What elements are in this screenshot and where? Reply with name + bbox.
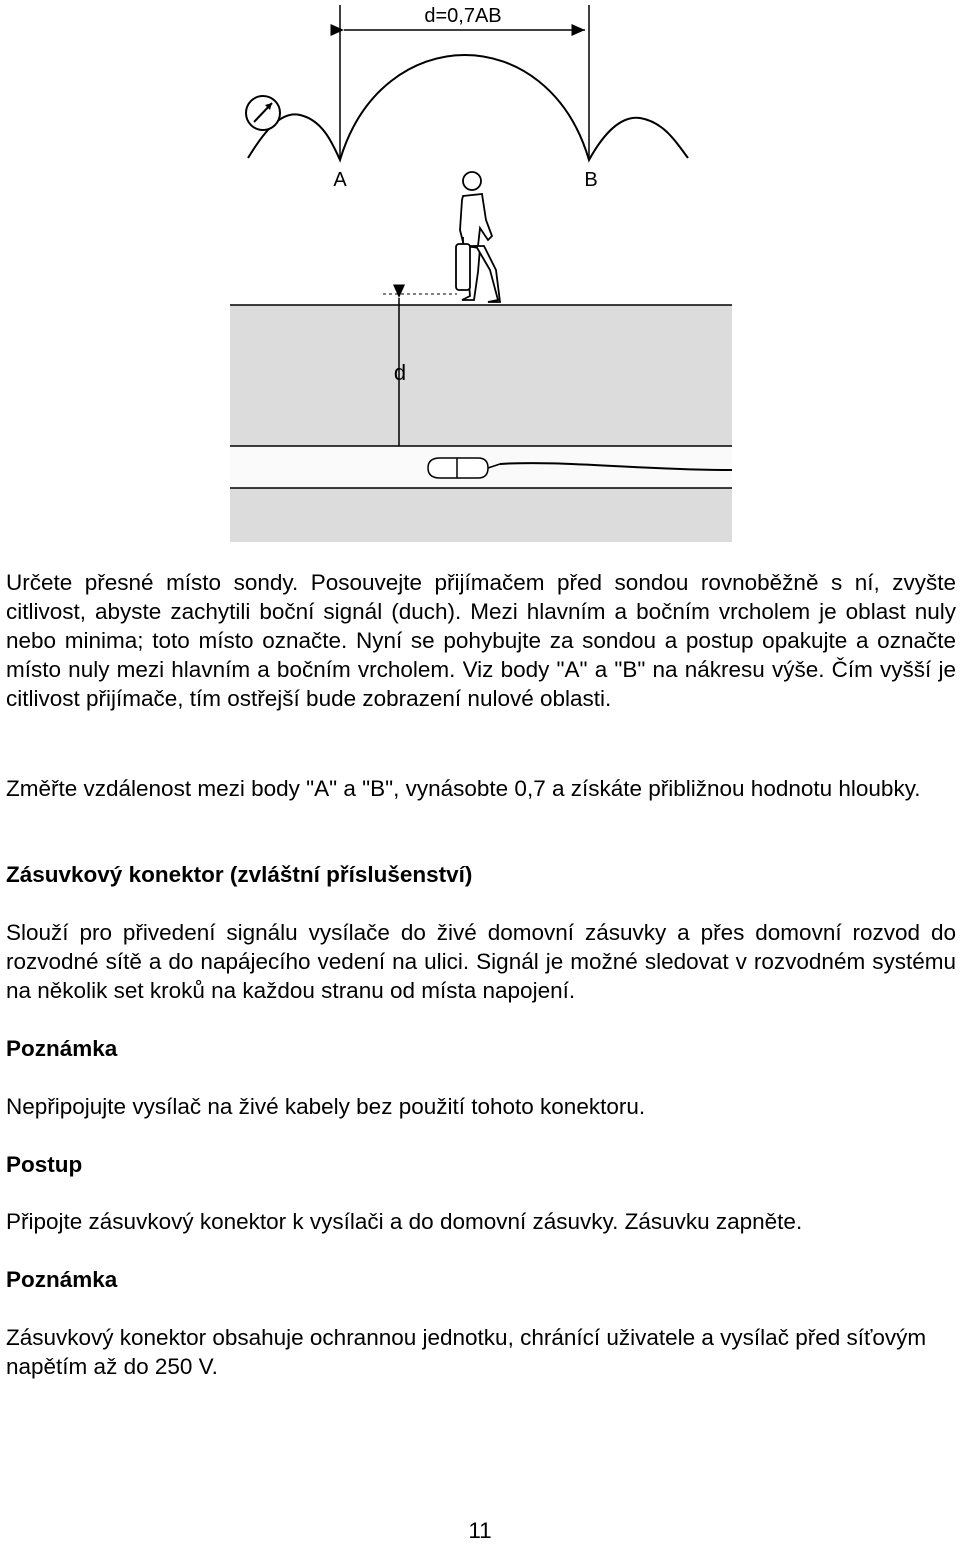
ab-dimension-label: d=0,7AB: [424, 5, 502, 27]
heading-procedure: Postup: [6, 1152, 83, 1177]
page-number: 11: [468, 1518, 492, 1543]
point-a-label: A: [333, 169, 347, 191]
point-b-label: B: [584, 169, 598, 191]
paragraph-socket-connector-purpose: Slouží pro přivedení signálu vysílače do živé domovní zásuvky a přes domovní rozvod do rozvodné sítě a do napájecího vedení na ulici. Signál je možné sledovat v rozvodném systému na několik set kroků na každou stranu od místa napojení.: [6, 920, 956, 1003]
paragraph-procedure: Připojte zásuvkový konektor k vysílači a do domovní zásuvky. Zásuvku zapněte.: [6, 1209, 803, 1234]
paragraph-measure-distance: Změřte vzdálenost mezi body "A" a "B", vynásobte 0,7 a získáte přibližnou hodnotu hloubky.: [6, 776, 921, 801]
operator-figure: [456, 172, 500, 302]
paragraph-note-2: Zásuvkový konektor obsahuje ochrannou jednotku, chránící uživatele a vysílač před síťovým napětím až do 250 V.: [6, 1325, 927, 1379]
depth-label: d: [393, 360, 407, 385]
meter-gauge-icon: [246, 96, 280, 130]
ground-soil: [230, 305, 732, 542]
paragraph-locate-probe: Určete přesné místo sondy. Posouvejte přijímačem před sondou rovnoběžně s ní, zvyšte citlivost, abyste zachytili boční signál (duch). Mezi hlavním a bočním vrcholem je oblast nuly nebo minima; toto místo označte. Nyní se pohybujte za sondou a postup opakujte a označte místo nuly mezi hlavním a bočním vrcholem. Viz body "A" a "B" na nákresu výše. Čím vyšší je citlivost přijímače, tím ostřejší bude zobrazení nulové oblasti.: [6, 570, 956, 711]
heading-note-1: Poznámka: [6, 1036, 118, 1061]
heading-note-2: Poznámka: [6, 1267, 118, 1292]
paragraph-note-1: Nepřipojujte vysílač na živé kabely bez použití tohoto konektoru.: [6, 1094, 646, 1119]
signal-response-curve: [248, 55, 688, 160]
depth-estimation-diagram: [0, 0, 960, 550]
heading-socket-connector: Zásuvkový konektor (zvláštní příslušenství): [6, 862, 473, 887]
